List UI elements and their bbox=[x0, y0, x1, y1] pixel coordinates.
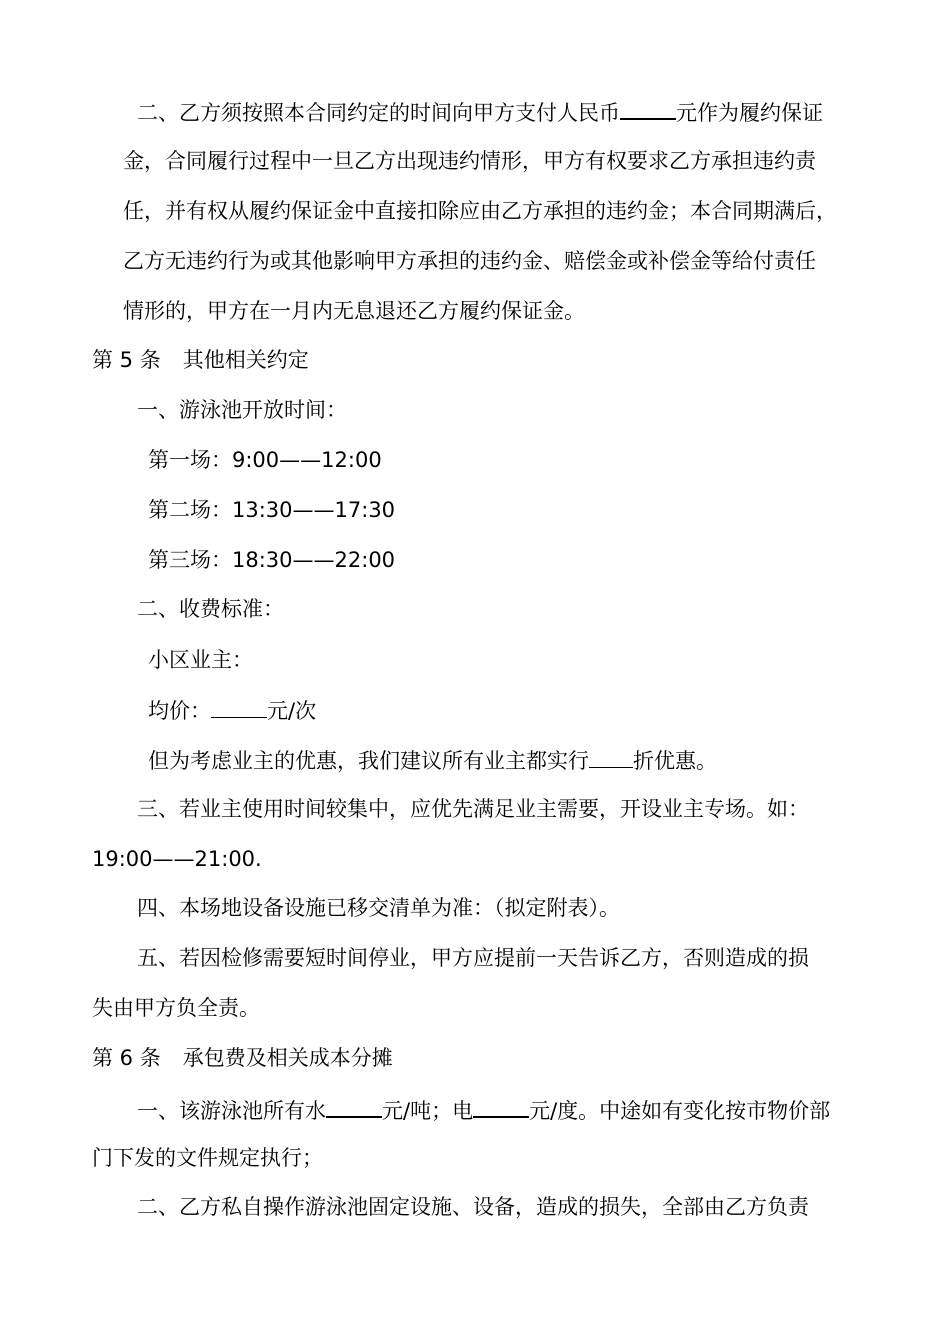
paragraph-line: 小区业主： bbox=[148, 648, 253, 672]
paragraph-line: 19:00——21:00. bbox=[92, 847, 262, 871]
paragraph-line: 门下发的文件规定执行； bbox=[92, 1146, 323, 1170]
clause-number: 第 5 条 bbox=[92, 348, 161, 372]
paragraph-line: 乙方无违约行为或其他影响甲方承担的违约金、赔偿金或补偿金等给付责任 bbox=[123, 249, 816, 273]
paragraph-line: 失由甲方负全责。 bbox=[92, 996, 260, 1020]
blank-line bbox=[620, 96, 676, 120]
paragraph-line bbox=[137, 96, 823, 126]
text: 元/吨；电 bbox=[382, 1099, 474, 1123]
session-line: 第三场：18:30——22:00 bbox=[148, 548, 396, 572]
clause-title: 承包费及相关成本分摊 bbox=[182, 1046, 393, 1070]
blank-line bbox=[211, 695, 267, 718]
blank-line bbox=[473, 1094, 529, 1118]
paragraph-line bbox=[137, 1094, 830, 1124]
paragraph-line: 三、若业主使用时间较集中，应优先满足业主需要，开设业主专场。如： bbox=[137, 797, 809, 821]
text: 元/次 bbox=[267, 699, 317, 723]
clause-title: 其他相关约定 bbox=[182, 348, 309, 372]
clause-number: 第 6 条 bbox=[92, 1046, 161, 1070]
blank-line bbox=[326, 1094, 382, 1118]
text: 折优惠。 bbox=[633, 749, 717, 773]
session-line: 第二场：13:30——17:30 bbox=[148, 498, 396, 522]
blank-line bbox=[589, 745, 633, 768]
paragraph-line: 四、本场地设备设施已移交清单为准：（拟定附表）。 bbox=[137, 896, 620, 920]
paragraph-line: 金，合同履行过程中一旦乙方出现违约情形，甲方有权要求乙方承担违约责 bbox=[123, 149, 816, 173]
paragraph-line: 二、收费标准： bbox=[137, 597, 284, 621]
paragraph-line: 一、游泳池开放时间： bbox=[137, 398, 347, 422]
clause-heading bbox=[92, 345, 309, 375]
paragraph-line: 任，并有权从履约保证金中直接扣除应由乙方承担的违约金；本合同期满后， bbox=[123, 199, 837, 223]
paragraph-line bbox=[148, 695, 316, 725]
text: 二、乙方须按照本合同约定的时间向甲方支付人民币 bbox=[137, 101, 620, 125]
paragraph-line bbox=[148, 745, 717, 775]
session-line: 第一场：9:00——12:00 bbox=[148, 448, 382, 472]
paragraph-line: 二、乙方私自操作游泳池固定设施、设备，造成的损失，全部由乙方负责 bbox=[137, 1195, 809, 1219]
paragraph-line: 五、若因检修需要短时间停业，甲方应提前一天告诉乙方，否则造成的损 bbox=[137, 946, 809, 970]
clause-heading bbox=[92, 1043, 393, 1073]
text: 元作为履约保证 bbox=[676, 101, 823, 125]
paragraph-line: 情形的，甲方在一月内无息退还乙方履约保证金。 bbox=[123, 299, 585, 323]
text: 元/度。中途如有变化按市物价部 bbox=[529, 1099, 831, 1123]
text: 均价： bbox=[148, 699, 211, 723]
text: 一、该游泳池所有水 bbox=[137, 1099, 326, 1123]
text: 但为考虑业主的优惠，我们建议所有业主都实行 bbox=[148, 749, 589, 773]
